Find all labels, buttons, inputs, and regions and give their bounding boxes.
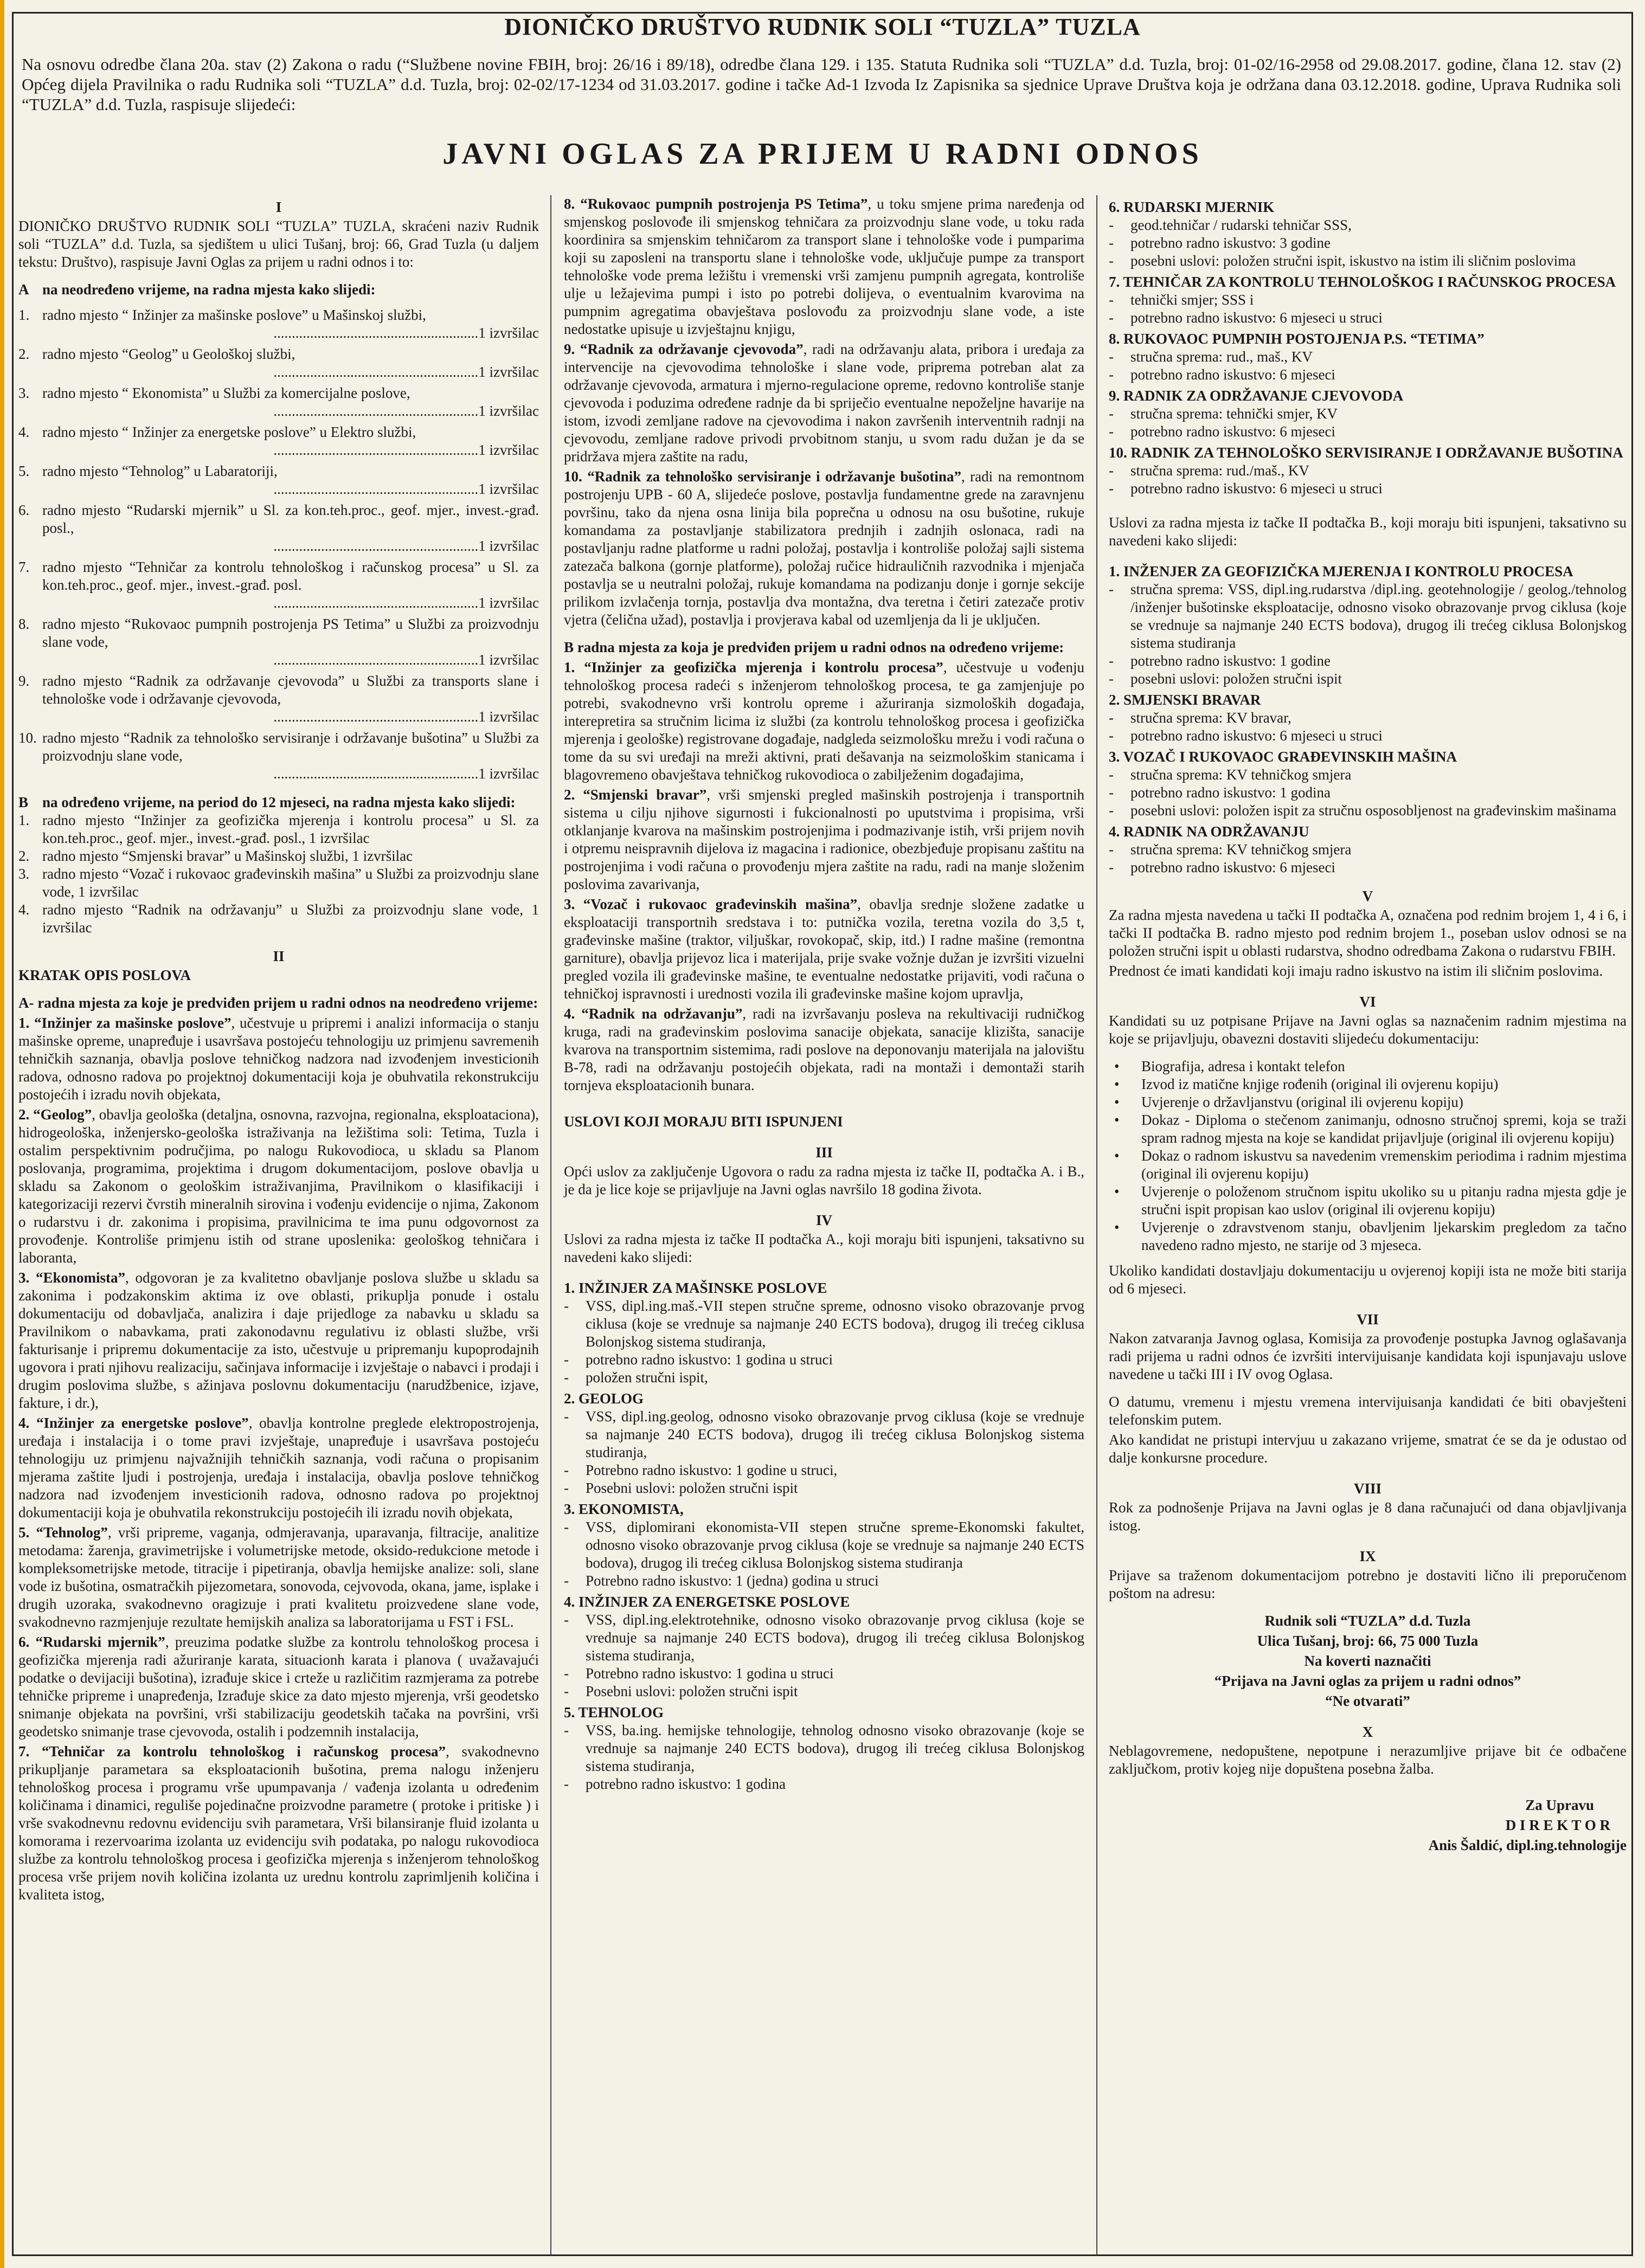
job-description (18, 1743, 539, 1904)
qualification-text: tehnički smjer; SSS i (1130, 292, 1254, 308)
job-text: , vrši smjenski pregled mašinskih postrojenja i transportnih sistema u cilju njihove sigurnosti i fukcionalnosti po uputstvima i propisima, vrši otklanjanje kvarova na mašinskim postrojenjima i podmazivanje istih, vrši prijem novih i otpremu neispravnih dijelova iz magacina i radionice, obezbjeđuje propisanu zaštitu na postrojenjima i vodi računa o provođenju mjera zaštite na radu, radi na manje složenim poslovima zavarivanja, (564, 787, 1084, 892)
job-descriptions (564, 195, 1084, 629)
address-line: Ulica Tušanj, broj: 66, 75 000 Tuzla (1257, 1633, 1479, 1649)
column-2 (564, 195, 1084, 1793)
section-text: Prednost će imati kandidati koji imaju radno iskustvo na istim ili sličnim poslovima. (1109, 963, 1603, 979)
item-number: 7. (18, 559, 30, 575)
dash: - (564, 1519, 569, 1535)
dash: - (1109, 310, 1114, 326)
dash: - (1109, 462, 1114, 479)
qualification-text: potrebno radno iskustvo: 1 godine (1130, 653, 1331, 669)
job-title: 4. “Radnik na održavanju” (564, 1006, 743, 1022)
job-text: , vrši pripreme, vaganja, odmjeravanja, uparavanja, filtracije, analitize metodama: žarenja, gravimetrijske i volumetrijske metode, oksido-redukcione metode i kompleksometrijske metode, titracije i pipetiranja, obavlja hemijske analize: soli, slane vode iz bušotina, osmatračkih pijezometara, sonovoda, cejvovoda, okana, jame, isplake i drugih uzoraka, svakodnevno oragizuje i prati kvalitetu proizvedene slane vode, svakodnevno razmjenjuje rezultate hemijskih analiza sa laboratorijama u FST i FSL. (18, 1524, 539, 1630)
job-description (18, 1524, 539, 1631)
qualification-item (564, 1775, 1084, 1793)
qualification-item (564, 1611, 1084, 1665)
document-item (1114, 1219, 1627, 1254)
document-item (1114, 1093, 1627, 1111)
qualification-title: 3. VOZAČ I RUKOVAOC GRAĐEVINSKIH MAŠINA (1109, 749, 1457, 765)
signature-line: D I R E K T O R (1505, 1817, 1610, 1833)
item-number: 1. (18, 812, 30, 828)
column-3 (1109, 195, 1627, 1857)
qualification-text: posebni uslovi: položen stručni ispit (1130, 671, 1342, 687)
section-number: I (275, 199, 282, 215)
job-title: 1. “Inžinjer za geofizička mjerenja i kontrolu procesa” (564, 659, 943, 675)
dash: - (564, 1408, 569, 1425)
qualification-text: posebni uslovi: položen ispit za stručnu osposobljenost na građevinskim mašinama (1130, 802, 1617, 819)
qualification-item (1109, 405, 1627, 423)
bullet-icon: • (1114, 1058, 1120, 1074)
item-count: ........................................................1 izvršilac (273, 538, 539, 554)
qualification-title: 1. INŽENJER ZA GEOFIZIČKA MJERENJA I KONTROLU PROCESA (1109, 563, 1573, 579)
qualification-text: stručna sprema: KV bravar, (1130, 710, 1291, 726)
document-item (1114, 1058, 1627, 1075)
qualification-item (1109, 423, 1627, 441)
list-item (18, 847, 539, 865)
dash: - (564, 1722, 569, 1738)
list-item (18, 345, 539, 363)
job-description (564, 195, 1084, 338)
item-number: 4. (18, 424, 30, 440)
qualification-item (1109, 784, 1627, 802)
qualification-item (564, 1665, 1084, 1683)
qualification-item (1109, 709, 1627, 727)
section-number: VIII (1353, 1480, 1382, 1497)
qualification-item (564, 1408, 1084, 1461)
item-text: radno mjesto “ Inžinjer za energetske poslove” u Elektro službi, (42, 424, 416, 440)
item-text: radno mjesto “Radnik za tehnološko servisiranje i održavanje bušotina” u Službi za proizvodnju slane vode, (42, 730, 539, 764)
job-text: , obavlja geološka (detaljna, osnovna, razvojna, regionalna, eksploataciona), hidrogeološka, inženjersko-geološka istraživanja na ležištima soli: Tetima, Tuzla i ostalim perspektivnim područjima, po nalogu Rukovodioca, u skladu sa Planom poslovanja, programima, projektima i drugom dokumentacijom, poslove obavlja u skladu sa Zakonom o geološkim istraživanjima, Pravilnikom o klasifikaciji i kategorizaciji rezervi čvrstih mineralnih sirovina i vođenju evidencije o njima, Zakonom o rudarstvu i dr. zakonima i propisima, pravilnicima te ima punu odgovornost za provođenje. Kontroliše primjenu istih od strane uposlenika: geološkog tehničara i laboranta, (18, 1106, 539, 1266)
item-count: ........................................................1 izvršilac (273, 403, 539, 419)
dash: - (1109, 423, 1114, 440)
qualification-title: 4. INŽINJER ZA ENERGETSKE POSLOVE (564, 1594, 850, 1610)
section-number: III (815, 1144, 833, 1161)
job-descriptions (18, 1014, 539, 1904)
qualification-text: potrebno radno iskustvo: 6 mjeseci (1130, 859, 1335, 875)
dash: - (564, 1683, 569, 1699)
item-text: radno mjesto “Inžinjer za geofizička mjerenja i kontrolu procesa” u Sl. za kon.teh.proc., geof. mjer., invest.-građ. posl., 1 izvršilac (42, 812, 539, 846)
item-count: ........................................................1 izvršilac (273, 652, 539, 668)
qualification-title: 4. RADNIK NA ODRŽAVANJU (1109, 823, 1309, 840)
dash: - (1109, 349, 1114, 365)
list-item (18, 672, 539, 708)
document-text: Uvjerenje o položenom stručnom ispitu ukoliko su u pitanju radna mjesta gdje je stručni ispit propisan kao uslov (original ili ovjerenu kopiju) (1141, 1183, 1627, 1217)
bullet-icon: • (1114, 1112, 1120, 1128)
position-list-a (18, 306, 539, 783)
qualification-item (1109, 216, 1627, 234)
item-text: radno mjesto “Rudarski mjernik” u Sl. za kon.teh.proc., geof. mjer., invest.-građ. posl., (42, 502, 539, 536)
list-item (18, 306, 539, 324)
subsection-title: A- radna mjesta za koje je predviđen prijem u radni odnos na neodređeno vrijeme: (18, 995, 538, 1011)
job-description (564, 895, 1084, 1003)
item-text: radno mjesto “Vozač i rukovaoc građevinskih mašina” u Službi za proizvodnju slane vode, 1 izvršilac (42, 866, 539, 900)
qualification-item (564, 1297, 1084, 1351)
qualification-item (564, 1518, 1084, 1572)
job-description (564, 659, 1084, 784)
qualification-item (1109, 841, 1627, 859)
document-item (1114, 1147, 1627, 1183)
qualification-text: geod.tehničar / rudarski tehničar SSS, (1130, 217, 1352, 233)
list-item (18, 865, 539, 901)
section-title: KRATAK OPIS POSLOVA (18, 967, 191, 983)
dash: - (564, 1298, 569, 1314)
qualification-item (1109, 727, 1627, 745)
section-number: X (1362, 1724, 1373, 1740)
dash: - (564, 1369, 569, 1386)
qualification-text: potrebno radno iskustvo: 6 mjeseci (1130, 366, 1335, 383)
item-text: radno mjesto “Radnik za održavanje cjevovoda” u Službi za transports slane i tehnološke vode i održavanje cjevovoda, (42, 673, 539, 707)
bullet-icon: • (1114, 1094, 1120, 1110)
qualification-text: Posebni uslovi: položen stručni ispit (586, 1480, 798, 1496)
document-item (1114, 1075, 1627, 1093)
item-count: ........................................................1 izvršilac (273, 708, 539, 725)
job-description (564, 786, 1084, 893)
item-number: 8. (18, 616, 30, 632)
dash: - (1109, 727, 1114, 744)
job-description (18, 1269, 539, 1412)
job-title: 3. “Vozač i rukovaoc građevinskih mašina” (564, 896, 858, 912)
qualification-title: 5. TEHNOLOG (564, 1704, 664, 1721)
item-number: 5. (18, 463, 30, 479)
qualification-text: potrebno radno iskustvo: 6 mjeseci u struci (1130, 480, 1383, 497)
qualification-text: Posebni uslovi: položen stručni ispit (586, 1683, 798, 1699)
job-description (18, 1633, 539, 1741)
section-intro: Uslovi za radna mjesta iz tačke II podtačka B., koji moraju biti ispunjeni, taksativno su navedeni kako slijedi: (1109, 514, 1627, 549)
qualification-text: potrebno radno iskustvo: 6 mjeseci u struci (1130, 727, 1383, 744)
job-description (564, 468, 1084, 629)
job-title: 4. “Inžinjer za energetske poslove” (18, 1415, 249, 1431)
dash: - (564, 1776, 569, 1792)
dash: - (564, 1612, 569, 1628)
qualification-item (1109, 348, 1627, 366)
list-item (18, 384, 539, 402)
qualification-title: 6. RUDARSKI MJERNIK (1109, 199, 1275, 215)
item-text: radno mjesto “ Inžinjer za mašinske poslove” u Mašinskoj službi, (42, 307, 426, 323)
dash: - (1109, 480, 1114, 497)
job-text: , radi na održavanju alata, pribora i uređaja za intervencije na cjevovodima tehnološke i slane vode, priprema potreban alat za održavanje cjevovoda, armatura i mjerno-regulacione opreme, redovno kontroliše stanje cjevovoda i poduzima određene radnje da bi spriječio eventualne nepoželjne havarije na istom, izvodi zemljane radove na cjevovodima i nakon završenih interventnih radnji na cjevovodu, zemljane radove privodi prvobitnom stanju, u svom radu dužan je da se pridržava mjera zaštite na radu, (564, 341, 1084, 465)
qualification-list (564, 1279, 1084, 1793)
list-item (18, 729, 539, 765)
list-item (18, 558, 539, 594)
section-number: VI (1359, 994, 1376, 1010)
item-count: ........................................................1 izvršilac (273, 325, 539, 341)
qualification-item (1109, 766, 1627, 784)
qualification-title: 2. SMJENSKI BRAVAR (1109, 692, 1261, 708)
section-number: V (1362, 888, 1373, 904)
job-title: 6. “Rudarski mjernik” (18, 1634, 165, 1650)
dash: - (1109, 784, 1114, 801)
item-text: radno mjesto “Tehničar za kontrolu tehnološkog i računskog procesa” u Sl. za kon.teh.proc., geof. mjer., invest.-građ. posl. (42, 559, 539, 593)
dash: - (564, 1573, 569, 1589)
qualification-item (1109, 480, 1627, 498)
qualification-text: stručna sprema: VSS, dipl.ing.rudarstva /dipl.ing. geotehnologije / geolog./tehnolog /inženjer bušotinske eksploatacije, odnosno visoko obrazovanje prvog ciklusa (koje se vrednuje sa najmanje 240 ECTS bodova), drugog ili trećeg ciklusa Bolonjskog sistema studiranja (1130, 581, 1627, 651)
section-number: IV (815, 1212, 832, 1228)
qualification-title: 10. RADNIK ZA TEHNOLOŠKO SERVISIRANJE I ODRŽAVANJE BUŠOTINA (1109, 444, 1623, 461)
section-text: Za radna mjesta navedena u tački II podtačka A, označena pod rednim brojem 1, 4 i 6, i tački II podtačka B. radno mjesto pod rednim brojem 1., poseban uslov odnosi se na položen stručni ispit u oblasti rudarstva, shodno odredbama Zakona o rudarstvu FBIH. (1109, 907, 1627, 959)
item-number: 10. (18, 730, 37, 746)
qualification-text: VSS, dipl.ing.elektrotehnike, odnosno visoko obrazovanje prvog ciklusa (koje se vrednuje sa najmanje 240 ECTS bodova), drugog ili trećeg ciklusa Bolonjskog sistema studiranja, (586, 1612, 1084, 1664)
item-text: radno mjesto “Radnik na održavanju” u Službi za proizvodnju slane vode, 1 izvršilac (42, 901, 539, 936)
dash: - (1109, 766, 1114, 783)
qualification-item (564, 1722, 1084, 1775)
qualification-text: VSS, dipl.ing.geolog, odnosno visoko obrazovanje prvog ciklusa (koje se vrednuje sa najmanje 240 ECTS bodova), drugog ili trećeg ciklusa Bolonjskog sistema studiranja, (586, 1408, 1084, 1460)
item-text: radno mjesto “Tehnolog” u Labaratoriji, (42, 463, 278, 479)
job-text: , u toku smjene prima naređenja od smjenskog poslovođe ili smjenskog tehničara za proizvodnju slane vode, u toku rada koordinira sa smjenskim tehničarom za transport slane i tehnološke vode i pumparima koji su zaposleni na transportu slane i tehnološke vode, uključuje pumpe za transport tehnološke vode prema ležištu i vremenski vrši zamjenu pumpnih agregata, kontroliše ulje u ležajevima pumpi i isto po potrebi dolijeva, o eventualnim kvarovima na pumpnim agregatima obavještava poslovođu za proizvodnju slane vode, a iste nedostatke upisuje u izvještajnu knjigu, (564, 196, 1084, 337)
item-number: 3. (18, 385, 30, 401)
dash: - (1109, 653, 1114, 669)
qualification-text: Potrebno radno iskustvo: 1 godina u struci (586, 1665, 834, 1681)
qualification-item (1109, 670, 1627, 688)
item-text: radno mjesto “Geolog” u Geološkoj službi, (42, 346, 295, 362)
document-item (1114, 1183, 1627, 1219)
job-title: 2. “Smjenski bravar” (564, 787, 707, 803)
section-text: Prijave sa traženom dokumentacijom potrebno je dostaviti lično ili preporučenom poštom na adresu: (1109, 1567, 1627, 1601)
dash: - (564, 1480, 569, 1496)
section-text: Nakon zatvaranja Javnog oglasa, Komisija za provođenje postupka Javnog oglašavanja radi prijema u radni odnos će izvršiti intervijuisanje kandidata koji ispunjavaju uslove navedene u tački III i IV ovog Oglasa. (1109, 1330, 1627, 1382)
qualification-title: 1. INŽINJER ZA MAŠINSKE POSLOVE (564, 1280, 827, 1296)
item-number: 9. (18, 673, 30, 689)
qualification-title: 8. RUKOVAOC PUMPNIH POSTOJENJA P.S. “TETIMA” (1109, 331, 1485, 347)
qualification-text: potrebno radno iskustvo: 1 godina u struci (586, 1351, 833, 1368)
dash: - (1109, 802, 1114, 819)
item-number: 3. (18, 866, 30, 882)
document-text: Uvjerenje o državljanstvu (original ili ovjerenu kopiju) (1141, 1094, 1463, 1110)
job-description (18, 1414, 539, 1522)
qualification-text: stručna sprema: tehnički smjer, KV (1130, 405, 1338, 422)
qualification-item (564, 1351, 1084, 1369)
section-intro: DIONIČKO DRUŠTVO RUDNIK SOLI “TUZLA” TUZLA, skraćeni naziv Rudnik soli “TUZLA” d.d. Tuzla, sa sjedištem u ulici Tušanj, broj: 66, Grad Tuzla (u daljem tekstu: Društvo), raspisuje Javni Oglas za prijem u radni odnos i to: (18, 218, 539, 270)
job-description (18, 1106, 539, 1267)
dash: - (1109, 366, 1114, 383)
section-text: Rok za podnošenje Prijava na Javni oglas je 8 dana računajući od dana objavljivanja istog. (1109, 1499, 1627, 1534)
job-text: , preuzima podatke službe za kontrolu tehnološkog procesa i geofizička mjerenja radi ažuriranje karata, situacionh karata i planova ( uvažavajući podatke o devijaciji bušotina), izrađuje skice i crteže u različitim razmjerama za potrebe tehničke pripreme i unapređenja, Izrađuje skice za dato mjesto mjerenja, vrši geodetsko snimanje objekata na površini, vrši stabilizaciju geodetskih tačaka na površini, vrši geodetsko snimanje trase cjevovoda, ostalih i podzemnih instalacija, (18, 1634, 539, 1739)
subsection-a-heading: A na neodređeno vrijeme, na radna mjesta kako slijedi: (18, 281, 376, 298)
job-title: 1. “Inžinjer za mašinske poslove” (18, 1015, 232, 1031)
qualification-item (1109, 462, 1627, 480)
qualification-text: stručna sprema: rud., maš., KV (1130, 349, 1313, 365)
section-text: Neblagovremene, nedopuštene, nepotpune i nerazumljive prijave bit će odbačene zaključkom, protiv kojeg nije dopuštena posebna žalba. (1109, 1743, 1627, 1777)
item-text: radno mjesto “Rukovaoc pumpnih postrojenja PS Tetima” u Službi za proizvodnju slane vode, (42, 616, 539, 650)
job-description (18, 1014, 539, 1104)
list-item (18, 462, 539, 480)
signature-line: Za Upravu (1525, 1797, 1594, 1813)
qualification-item (564, 1479, 1084, 1497)
qualification-text: stručna sprema: rud./maš., KV (1130, 462, 1309, 479)
qualification-text: stručna sprema: KV tehničkog smjera (1130, 766, 1352, 783)
dash: - (564, 1462, 569, 1478)
list-item (18, 423, 539, 441)
qualification-text: potrebno radno iskustvo: 6 mjeseci u struci (1130, 310, 1383, 326)
job-title: 10. “Radnik za tehnološko servisiranje i održavanje bušotina” (564, 468, 961, 485)
section-number: IX (1359, 1548, 1376, 1564)
dash: - (1109, 710, 1114, 726)
preamble: Na osnovu odredbe člana 20a. stav (2) Zakona o radu (“Službene novine FBIH, broj: 26/16 i 89/18), odredbe člana 129. i 135. Statuta Rudnika soli “TUZLA” d.d. Tuzla, broj: 01-02/16-2958 od 29.08.2017. godine, člana 12. stav (2) Općeg dijela Pravilnika o radu Rudnika soli “TUZLA” d.d. Tuzla, broj: 02-02/17-1234 od 31.03.2017. godine i tačke Ad-1 Izvoda Iz Zapisnika sa sjednice Uprave Društva koja je održana dana 03.12.2018. godine, Uprava Rudnika soli “TUZLA” d.d. Tuzla, raspisuje slijedeći: (22, 55, 1621, 114)
item-number: 2. (18, 848, 30, 864)
document-text: Izvod iz matične knjige rođenih (original ili ovjerenu kopiju) (1141, 1076, 1499, 1092)
dash: - (1109, 235, 1114, 251)
qualification-text: Potrebno radno iskustvo: 1 (jedna) godina u struci (586, 1573, 879, 1589)
address-line: Na koverti naznačiti (1304, 1653, 1431, 1669)
document-list (1109, 1058, 1627, 1254)
list-item (18, 615, 539, 651)
dash: - (1109, 253, 1114, 269)
item-text: radno mjesto “Smjenski bravar” u Mašinskoj službi, 1 izvršilac (42, 848, 413, 864)
qualification-item (1109, 366, 1627, 384)
item-count: ........................................................1 izvršilac (273, 765, 539, 782)
item-count: ........................................................1 izvršilac (273, 481, 539, 497)
job-text: , radi na remontnom postrojenju UPB - 60 A, slijedeće poslove, postavlja fundamentne grede na zaravnjenu površinu, tako da njena osna linija bila poprečna u odnosu na osu bušotine, rukuje komandama za postavljanje stabilizatora prednjih i zadnjih oslonaca, radi na postavljanju radne platforme u radni položaj, postavlja i kontroliše položaj sajli sistema zatezača balkona (gornje platforme), položaj ručice hidrauličnih razvodnika i mjenjača postavlja se u neutralni položaj, rukuje komandama na podizanju donje i gornje sekcije prilikom izvlačenja tornja, postavlja dva montažna, dva teretna i četiri zatezače protiv vjetra (čelična užad), postavlja i provjerava kabal od uzemljenja da li je uključen. (564, 468, 1084, 628)
qualification-text: potrebno radno iskustvo: 1 godina (1130, 784, 1331, 801)
column-1 (18, 195, 539, 1906)
qualification-text: položen stručni ispit, (586, 1369, 708, 1386)
qualification-text: VSS, dipl.ing.maš.-VII stepen stručne spreme, odnosno visoko obrazovanje prvog ciklusa (koje se vrednuje sa najmanje 240 ECTS bodova), drugog ili trećeg ciklusa Bolonjskog sistema studiranja, (586, 1298, 1084, 1350)
bullet-icon: • (1114, 1148, 1120, 1164)
job-description (564, 340, 1084, 466)
item-count: ........................................................1 izvršilac (273, 364, 539, 380)
list-item (18, 811, 539, 847)
bullet-icon: • (1114, 1076, 1120, 1092)
qualification-item (1109, 309, 1627, 327)
dash: - (1109, 405, 1114, 422)
list-item (18, 901, 539, 937)
job-text: , obavlja srednje složene zadatke u eksploataciji transportnih sredstava i to: putnička vozila, teretna vozila do 3,5 t, građevinske mašine (traktor, viljuškar, rovokopač, skip, itd.) I radne mašine (remontna garniture), obavlja prijevoz lica i materijala, prije svake vožnje dužan je izvršiti vizuelni pregled vozila ili građevinske mašine, te eventualne nedostatke prijaviti, vodi računa o tehničkoj ispravnosti i urednosti vozila ili građevinske mašine kojom upravlja, (564, 896, 1084, 1002)
dash: - (1109, 292, 1114, 308)
dash: - (1109, 671, 1114, 687)
qualification-text: potrebno radno iskustvo: 3 godine (1130, 235, 1331, 251)
job-title: 3. “Ekonomista” (18, 1270, 126, 1286)
qualification-title: 2. GEOLOG (564, 1390, 644, 1407)
bullet-icon: • (1114, 1183, 1120, 1200)
section-intro: Uslovi za radna mjesta iz tačke II podtačka A., koji moraju biti ispunjeni, taksativno su navedeni kako slijedi: (564, 1231, 1084, 1265)
document-text: Dokaz - Diploma o stečenom zanimanju, odnosno stručnoj spremi, koja se traži spram radnog mjesta na koje se kandidat prijavljuje (original ili ovjerenu kopiju) (1141, 1112, 1627, 1146)
column-divider (1096, 195, 1097, 2255)
qualification-title: 9. RADNIK ZA ODRŽAVANJE CJEVOVODA (1109, 388, 1404, 404)
item-number: 1. (18, 307, 30, 323)
column-divider (550, 195, 551, 2255)
subsection-title: B radna mjesta za koja je predviđen prijem u radni odnos na određeno vrijeme: (564, 639, 1064, 655)
qualification-text: posebni uslovi: položen stručni ispit, iskustvo na istim ili sličnim poslovima (1130, 253, 1576, 269)
job-text: , obavlja kontrolne preglede elektropostrojenja, uređaja i instalacija i o tome pravi izvještaje, unapređuje i usavršava postojeću tehnologiju uz primjenu najvažnijih tehničkih saznanja, vodi računa o propisanim mjerama zaštite ljudi i postrojenja, uređaja i instalacija, obavlja poslove tehničkog nadzora nad izvođenjem investicionih radova, odnosno radova po projektnoj dokumentaciji koja je obuhvatila rekonstrukciju postojećih ili izradu novih objekata, (18, 1415, 539, 1520)
section-text: O datumu, vremenu i mjestu vremena intervijuisanja kandidati će biti obavještenі telefonskim putem. (1109, 1394, 1627, 1428)
dash: - (564, 1665, 569, 1681)
job-descriptions-b (564, 659, 1084, 1094)
address-line: Rudnik soli “TUZLA” d.d. Tuzla (1264, 1613, 1471, 1629)
qualification-item (564, 1683, 1084, 1700)
qualification-text: potrebno radno iskustvo: 1 godina (586, 1776, 786, 1792)
company-title: DIONIČKO DRUŠTVO RUDNIK SOLI “TUZLA” TUZLA (504, 14, 1141, 40)
dash: - (1109, 581, 1114, 597)
job-title: 2. “Geolog” (18, 1106, 92, 1123)
qualification-item (1109, 859, 1627, 877)
section-text: Opći uslov za zaključenje Ugovora o radu za radna mjesta iz tačke II, podtačka A. i B., je da je lice koje se prijavljuje na Javni oglas navršilo 18 godina života. (564, 1163, 1084, 1197)
section-number: II (273, 948, 285, 964)
qualification-item (564, 1461, 1084, 1479)
document-text: Uvjerenje o zdravstvenom stanju, obavljenim ljekarskim pregledom za tačno navedeno radno mjesto, ne starije od 3 mjeseca. (1141, 1219, 1627, 1253)
document-text: Dokaz o radnom iskustvu sa navedenim vremenskim periodima i radnim mjestima (original ili ovjerenu kopiju) (1141, 1148, 1627, 1182)
qualification-title: 3. EKONOMISTA, (564, 1501, 684, 1517)
item-number: 4. (18, 901, 30, 918)
qualification-list-b (1109, 563, 1627, 877)
qualification-list (1109, 198, 1627, 498)
job-text: , učestvuje u vođenju tehnološkog procesa radeći s inženjerom tehnološkog procesa, te ga zamjenjuje po potrebi, svakodnevno vrši kontrolu opreme i ažuriranja sizmoloških događaja, interepretira sa stručnim licima iz službi (za kontrolu tehnološkog procesa i geofizička mjerenja i geološke) registrovane događaje, nadgleda seizmološku mrežu i vodi računa o tome da su svi uređaji na mreži aktivni, prati dešavanja na seizmološkim stanicama i blagovremeno obavještava tehničkog rukovodioca o zabilježenim događajima, (564, 659, 1085, 783)
section-number: VII (1357, 1311, 1379, 1328)
bullet-icon: • (1114, 1219, 1120, 1235)
section-note: Ukoliko kandidati dostavljaju dokumentaciju u ovjerenoj kopiji ista ne može biti starija od 6 mjeseci. (1109, 1262, 1627, 1297)
section-text: Ako kandidat ne pristupi intervjuu u zakazano vrijeme, smatrat će se da je odustao od dalje konkursne procedure. (1109, 1432, 1627, 1466)
qualification-text: Potrebno radno iskustvo: 1 godine u struci, (586, 1462, 838, 1478)
qualification-item (1109, 802, 1627, 820)
dash: - (1109, 859, 1114, 875)
job-title: 7. “Tehničar za kontrolu tehnološkog i računskog procesa” (18, 1743, 446, 1760)
dash: - (1109, 217, 1114, 233)
item-count: ........................................................1 izvršilac (273, 595, 539, 611)
job-title: 5. “Tehnolog” (18, 1524, 108, 1541)
qualification-item (1109, 291, 1627, 309)
signature-name: Anis Šaldić, dipl.ing.tehnologije (1428, 1837, 1627, 1853)
qualification-item (1109, 652, 1627, 670)
job-text: , odgovoran je za kvalitetno obavljanje poslova službe u skladu sa zakonima i podzakonskim aktima iz ove oblasti, prikuplja ponude i ostalu dokumentaciju od dobavljača, analizira i daje prijedloge za nabavku u skladu sa Pravilnikom o nabavkama, prati zakonodavnu regulativu iz oblasti službe, vrši fakturisanje i pripremu dokumentacije za isto, učestvuje u pripremanju kupoprodajnih ugovora i prati njihovu realizaciju, sačinjava informacije i izvještaje o nabavci i prodaji i drugim poslovima službe, s ažinjava poslovnu dokumentaciju (narudžbenice, izjave, fakture, i dr.), (18, 1270, 539, 1411)
job-text: , učestvuje u pripremi i analizi informacija o stanju mašinske opreme, unapređuje i usavršava postojeću tehnologiju uz primjenu savremenih tehničkih saznanja, obavlja poslove tehničkog nadzora nad izvođenjem investicionih radova, odnosno radova po projektnoj dokumentaciji koja je obuhvatila rekonstrukciju postojećih i izradu novih objekata, (18, 1015, 539, 1103)
job-description (564, 1005, 1084, 1094)
job-text: , svakodnevno prikupljanje parametara sa eksploatacionih bušotina, prema nalogu inženjeru tehnološkog procesa i programu vrše upumpavanja / vađenja izolanta u određenim količinama i dinamici, reguliše pojedinačne proizvodne parametre ( protoke i pritiske ) i vrše svakodnevnu redovnu evidenciju svih parametara, Vrši bilansiranje fluid izolanta u komorama i rezervoarima izolanta uz evidenciju svih podataka, po nalogu rukovodioca službe za kontrolu tehnološkog procesa i geofizička mjerenja s inženjerom tehnološkog procesa vrše prijem novih količina izolanta uz urednu kontrolu zaprimljenih količina i kvaliteta istog, (18, 1743, 539, 1903)
section-intro: Kandidati su uz potpisane Prijave na Javni oglas sa naznačenim radnim mjestima na koje se prijavljuju, obavezni dostaviti slijedeću dokumentaciju: (1109, 1013, 1627, 1047)
dash: - (1109, 841, 1114, 858)
position-list-b (18, 811, 539, 937)
qualification-text: VSS, ba.ing. hemijske tehnologije, tehnolog odnosno visoko obrazovanje (koje se vrednuje sa najmanje 240 ECTS bodova), drugog ili trećeg ciklusa Bolonjskog sistema studiranja, (586, 1722, 1084, 1774)
qualification-item (1109, 252, 1627, 270)
job-title: 9. “Radnik za održavanje cjevovoda” (564, 341, 804, 357)
address-line: “Prijava na Javni oglas za prijem u radni odnos” (1214, 1673, 1521, 1689)
conditions-title: USLOVI KOJI MORAJU BITI ISPUNJENI (564, 1113, 843, 1130)
document-item (1114, 1111, 1627, 1147)
qualification-item (1109, 234, 1627, 252)
job-title: 8. “Rukovaoc pumpnih postrojenja PS Tetima” (564, 196, 868, 212)
job-text: , radi na izvršavanju posleva na rekultivaciji rudničkog kruga, radi na građevinskim poslovima sanacije objekata, sanacije klizišta, sanacije kvarova na transportnim sistemima, radi poslove na deponovanju materijala na jalovištu B-78, radi na održavanju postojećih objekata, radi na montaži i demontaži starih tornjeva eksploatacionih bunara. (564, 1006, 1084, 1093)
qualification-item (564, 1572, 1084, 1590)
item-text: radno mjesto “ Ekonomista” u Službi za komercijalne poslove, (42, 385, 410, 401)
qualification-text: VSS, diplomirani ekonomista-VII stepen stručne spreme-Ekonomski fakultet, odnosno visoko obrazovanje prvog ciklusa (koje se vrednuje sa najmanje 240 ECTS bodova), drugog ili trećeg ciklusa Bolonjskog sistema studiranja (586, 1519, 1084, 1571)
qualification-item (1109, 581, 1627, 652)
main-heading: JAVNI OGLAS ZA PRIJEM U RADNI ODNOS (442, 137, 1203, 171)
subsection-b-heading: B na određeno vrijeme, na period do 12 mjeseci, na radna mjesta kako slijedi: (18, 794, 516, 810)
address-line: “Ne otvarati” (1325, 1693, 1410, 1709)
list-item (18, 501, 539, 537)
dash: - (564, 1351, 569, 1368)
item-count: ........................................................1 izvršilac (273, 442, 539, 458)
qualification-text: potrebno radno iskustvo: 6 mjeseci (1130, 423, 1335, 440)
item-number: 6. (18, 502, 30, 518)
qualification-item (564, 1369, 1084, 1387)
document-text: Biografija, adresa i kontakt telefon (1141, 1058, 1345, 1074)
item-number: 2. (18, 346, 30, 362)
qualification-title: 7. TEHNIČAR ZA KONTROLU TEHNOLOŠKOG I RAČUNSKOG PROCESA (1109, 274, 1616, 290)
qualification-text: stručna sprema: KV tehničkog smjera (1130, 841, 1352, 858)
